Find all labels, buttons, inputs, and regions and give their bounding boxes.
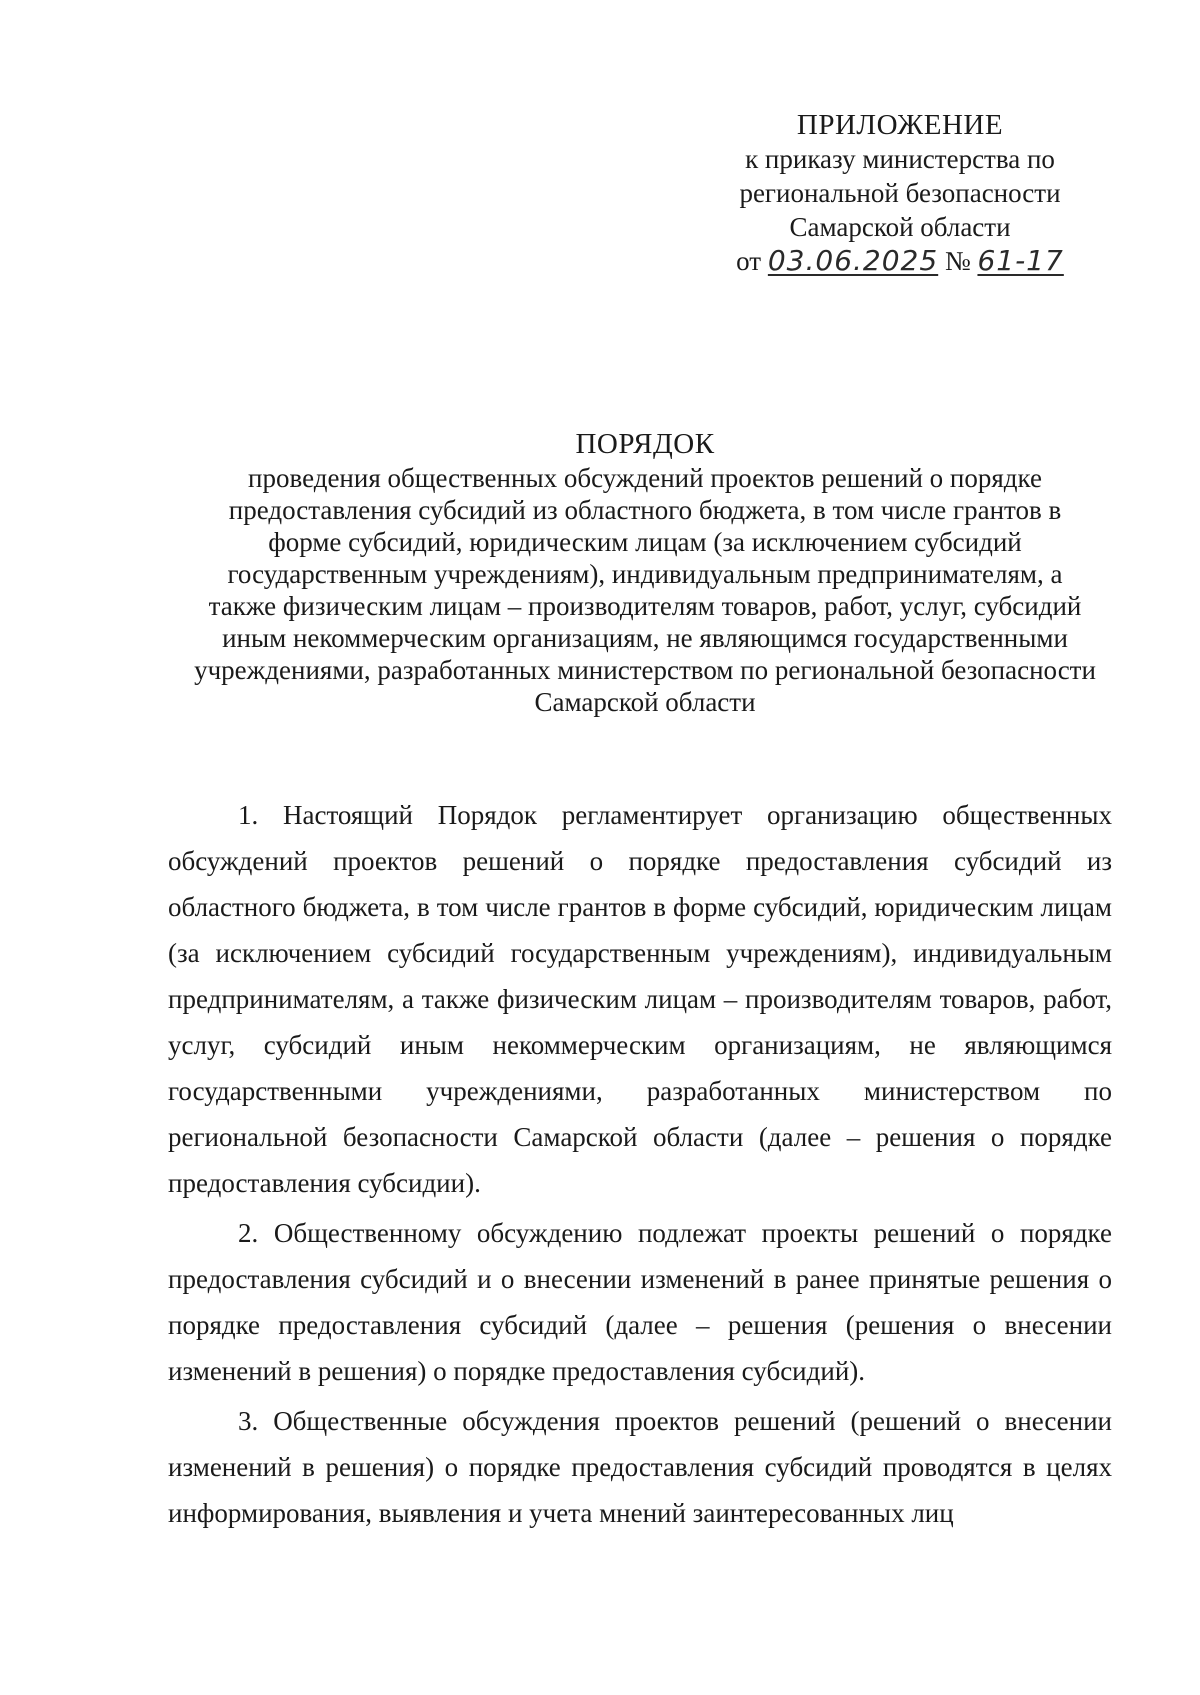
- heading-line: также физическим лицам – производителям товаров, работ, услуг, субсидий: [208, 591, 1082, 621]
- heading-title: ПОРЯДОК: [575, 428, 715, 460]
- document-heading: [160, 428, 1130, 718]
- appendix-line-1: к приказу министерства по: [745, 144, 1055, 174]
- appendix-line-3: Самарской области: [789, 212, 1011, 242]
- order-number: 61-17: [977, 244, 1064, 277]
- appendix-title: ПРИЛОЖЕНИЕ: [796, 109, 1004, 141]
- appendix-line-2: региональной безопасности: [739, 178, 1061, 208]
- heading-line: Самарской области: [534, 687, 756, 717]
- heading-line: государственным учреждениям), индивидуальным предпринимателям, а: [227, 559, 1063, 589]
- appendix-block: [720, 108, 1080, 278]
- heading-line: учреждениями, разработанных министерством по региональной безопасности: [194, 655, 1096, 685]
- number-label: №: [944, 246, 971, 276]
- paragraph-3: 3. Общественные обсуждения проектов решений (решений о внесении изменений в решения) о порядке предоставления субсидий проводятся в целях информирования, выявления и учета мнений заинтересованных лиц: [168, 1406, 1112, 1528]
- document-body: [168, 792, 1112, 1540]
- paragraph-1: 1. Настоящий Порядок регламентирует организацию общественных обсуждений проектов решений о порядке предоставления субсидий из областного бюджета, в том числе грантов в форме субсидий, юридическим лицам (за исключением субсидий государственным учреждениям), индивидуальным предпринимателям, а также физическим лицам – производителям товаров, работ, услуг, субсидий иным некоммерческим организациям, не являющимся государственными учреждениями, разработанных министерством по региональной безопасности Самарской области (далее – решения о порядке предоставления субсидии).: [168, 800, 1112, 1198]
- heading-line: проведения общественных обсуждений проектов решений о порядке: [248, 463, 1042, 493]
- paragraph-2: 2. Общественному обсуждению подлежат проекты решений о порядке предоставления субсидий и о внесении изменений в ранее принятые решения о порядке предоставления субсидий (далее – решения (решения о внесении изменений в решения) о порядке предоставления субсидий).: [168, 1218, 1112, 1386]
- heading-line: иным некоммерческим организациям, не являющимся государственными: [222, 623, 1068, 653]
- heading-line: предоставления субсидий из областного бюджета, в том числе грантов в: [228, 495, 1062, 525]
- heading-line: форме субсидий, юридическим лицам (за исключением субсидий: [268, 527, 1022, 557]
- order-date: 03.06.2025: [767, 244, 939, 277]
- order-date-number-line: [720, 244, 1080, 278]
- from-label: от: [736, 246, 762, 276]
